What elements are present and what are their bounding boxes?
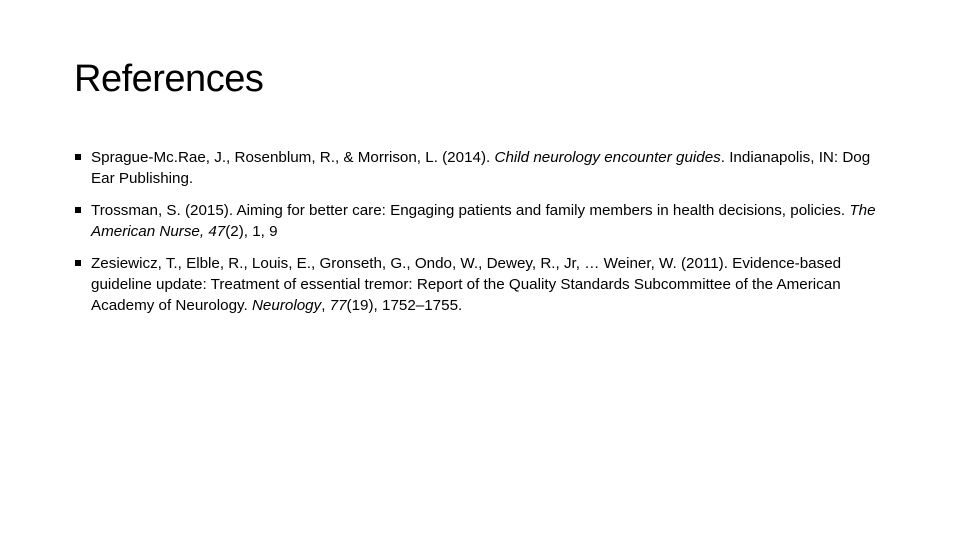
reference-segment: . Indianapolis, IN: Dog Ear Publishing. xyxy=(91,149,871,187)
reference-segment: Trossman, S. (2015). Aiming for better care: Engaging patients and family members in health decisions, policies. xyxy=(91,202,850,219)
reference-item xyxy=(74,200,894,242)
square-bullet-icon xyxy=(75,154,81,160)
reference-text xyxy=(91,202,876,240)
reference-text xyxy=(91,255,841,314)
square-bullet-icon xyxy=(75,207,81,213)
reference-item xyxy=(74,147,894,189)
reference-segment: , xyxy=(321,297,330,314)
reference-text xyxy=(91,149,870,187)
reference-segment: Sprague-Mc.Rae, J., Rosenblum, R., & Morrison, L. (2014). xyxy=(91,149,495,166)
reference-segment-italic: 77 xyxy=(329,297,347,314)
reference-list xyxy=(74,147,894,327)
reference-segment-italic: Child neurology encounter guides xyxy=(494,149,721,166)
reference-segment: (19), 1752–1755. xyxy=(346,297,463,314)
square-bullet-icon xyxy=(75,260,81,266)
reference-segment-italic: The American Nurse, 47 xyxy=(91,202,876,240)
reference-segment-italic: Neurology xyxy=(251,297,322,314)
reference-segment: Zesiewicz, T., Elble, R., Louis, E., Gronseth, G., Ondo, W., Dewey, R., Jr, … Weiner, W. (2011). Evidence-based guideline update: Treatment of essential tremor: Report of the Quality Standards Subcommittee of the American Academy of Neurology. xyxy=(91,255,842,314)
slide-title: References xyxy=(74,58,264,100)
reference-segment: (2), 1, 9 xyxy=(225,223,278,240)
reference-item xyxy=(74,253,894,316)
